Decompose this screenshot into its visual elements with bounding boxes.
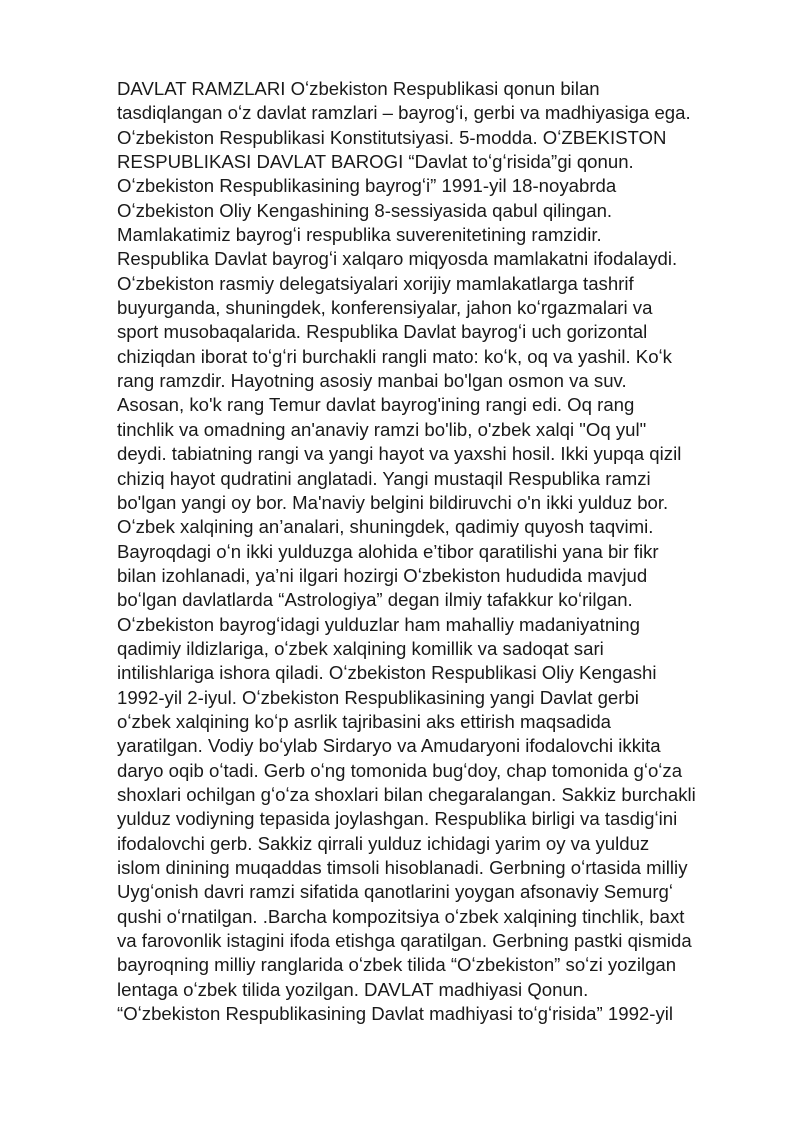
text-line: Oʻzbek xalqining an’analari, shuningdek, qadimiy quyosh taqvimi. bbox=[117, 516, 654, 538]
text-line: buyurganda, shuningdek, konferensiyalar, jahon koʻrgazmalari va bbox=[117, 297, 653, 319]
text-line: lentaga oʻzbek tilida yozilgan. DAVLAT madhiyasi Qonun. bbox=[117, 978, 589, 1000]
text-line: “Oʻzbekiston Respublikasining Davlat madhiyasi toʻgʻrisida” 1992-yil bbox=[117, 1003, 673, 1025]
text-line: yulduz vodiyning tepasida joylashgan. Respublika birligi va tasdigʻini bbox=[117, 808, 678, 830]
text-line: ifodalovchi gerb. Sakkiz qirrali yulduz ichidagi yarim oy va yulduz bbox=[117, 832, 650, 854]
text-line: Oʻzbekiston Respublikasi Konstitutsiyasi. 5-modda. OʻZBEKISTON bbox=[117, 126, 667, 148]
text-line: sport musobaqalarida. Respublika Davlat bayrogʻi uch gorizontal bbox=[117, 321, 648, 343]
text-line: oʻzbek xalqining koʻp asrlik tajribasini aks ettirish maqsadida bbox=[117, 710, 612, 732]
text-line: Oʻzbekiston Respublikasining bayrogʻi” 1991-yil 18-noyabrda bbox=[117, 175, 617, 197]
text-line: intilishlariga ishora qiladi. Oʻzbekiston Respublikasi Oliy Kengashi bbox=[117, 662, 657, 684]
text-line: tinchlik va omadning an'anaviy ramzi bo'lib, o'zbek xalqi "Oq yul" bbox=[117, 418, 647, 440]
text-line: deydi. tabiatning rangi va yangi hayot va yaxshi hosil. Ikki yupqa qizil bbox=[117, 443, 682, 465]
text-line: rang ramzdir. Hayotning asosiy manbai bo'lgan osmon va suv. bbox=[117, 370, 627, 392]
text-line: DAVLAT RAMZLARI Oʻzbekiston Respublikasi qonun bilan bbox=[117, 78, 600, 99]
text-line: RESPUBLIKASI DAVLAT BAROGI “Davlat toʻgʻrisida”gi qonun. bbox=[117, 151, 634, 173]
text-line: bo'lgan yangi oy bor. Ma'naviy belgini bildiruvchi o'n ikki yulduz bor. bbox=[117, 491, 669, 513]
text-line: Oʻzbekiston rasmiy delegatsiyalari xorijiy mamlakatlarga tashrif bbox=[117, 272, 634, 294]
text-line: Bayroqdagi oʻn ikki yulduzga alohida e’tibor qaratilishi yana bir fikr bbox=[117, 540, 659, 562]
text-line: tasdiqlangan oʻz davlat ramzlari – bayrogʻi, gerbi va madhiyasiga ega. bbox=[117, 102, 691, 124]
text-line: bayroqning milliy ranglarida oʻzbek tilida “Oʻzbekiston” soʻzi yozilgan bbox=[117, 954, 677, 976]
text-line: bilan izohlanadi, ya’ni ilgari hozirgi Oʻzbekiston hududida mavjud bbox=[117, 564, 648, 586]
text-line: Respublika Davlat bayrogʻi xalqaro miqyosda mamlakatni ifodalaydi. bbox=[117, 248, 678, 270]
text-line: chiziq hayot qudratini anglatadi. Yangi mustaqil Respublika ramzi bbox=[117, 467, 651, 489]
text-line: Oʻzbekiston Oliy Kengashining 8-sessiyasida qabul qilingan. bbox=[117, 199, 613, 221]
text-line: islom dinining muqaddas timsoli hisoblanadi. Gerbning oʻrtasida milliy bbox=[117, 857, 688, 878]
text-line: qadimiy ildizlariga, oʻzbek xalqining komillik va sadoqat sari bbox=[117, 637, 604, 659]
body-text bbox=[117, 77, 757, 1026]
text-line: Asosan, ko'k rang Temur davlat bayrog'ining rangi edi. Oq rang bbox=[117, 394, 635, 416]
text-line: chiziqdan iborat toʻgʻri burchakli rangli mato: koʻk, oq va yashil. Koʻk bbox=[117, 345, 672, 367]
text-line: qushi oʻrnatilgan. .Barcha kompozitsiya oʻzbek xalqining tinchlik, baxt bbox=[117, 905, 685, 927]
text-line: va farovonlik istagini ifoda etishga qaratilgan. Gerbning pastki qismida bbox=[117, 930, 692, 952]
text-line: Mamlakatimiz bayrogʻi respublika suverenitetining ramzidir. bbox=[117, 224, 602, 246]
text-line: Oʻzbekiston bayrogʻidagi yulduzlar ham mahalliy madaniyatning bbox=[117, 613, 640, 635]
text-line: boʻlgan davlatlarda “Astrologiya” degan ilmiy tafakkur koʻrilgan. bbox=[117, 589, 633, 611]
text-line: 1992-yil 2-iyul. Oʻzbekiston Respublikasining yangi Davlat gerbi bbox=[117, 686, 639, 708]
text-line: Uygʻonish davri ramzi sifatida qanotlarini yoygan afsonaviy Semurgʻ bbox=[117, 881, 674, 903]
text-line: daryo oqib oʻtadi. Gerb oʻng tomonida bugʻdoy, chap tomonida gʻoʻza bbox=[117, 759, 683, 781]
text-line: shoxlari ochilgan gʻoʻza shoxlari bilan chegaralangan. Sakkiz burchakli bbox=[117, 783, 696, 805]
text-line: yaratilgan. Vodiy boʻylab Sirdaryo va Amudaryoni ifodalovchi ikkita bbox=[117, 735, 661, 757]
